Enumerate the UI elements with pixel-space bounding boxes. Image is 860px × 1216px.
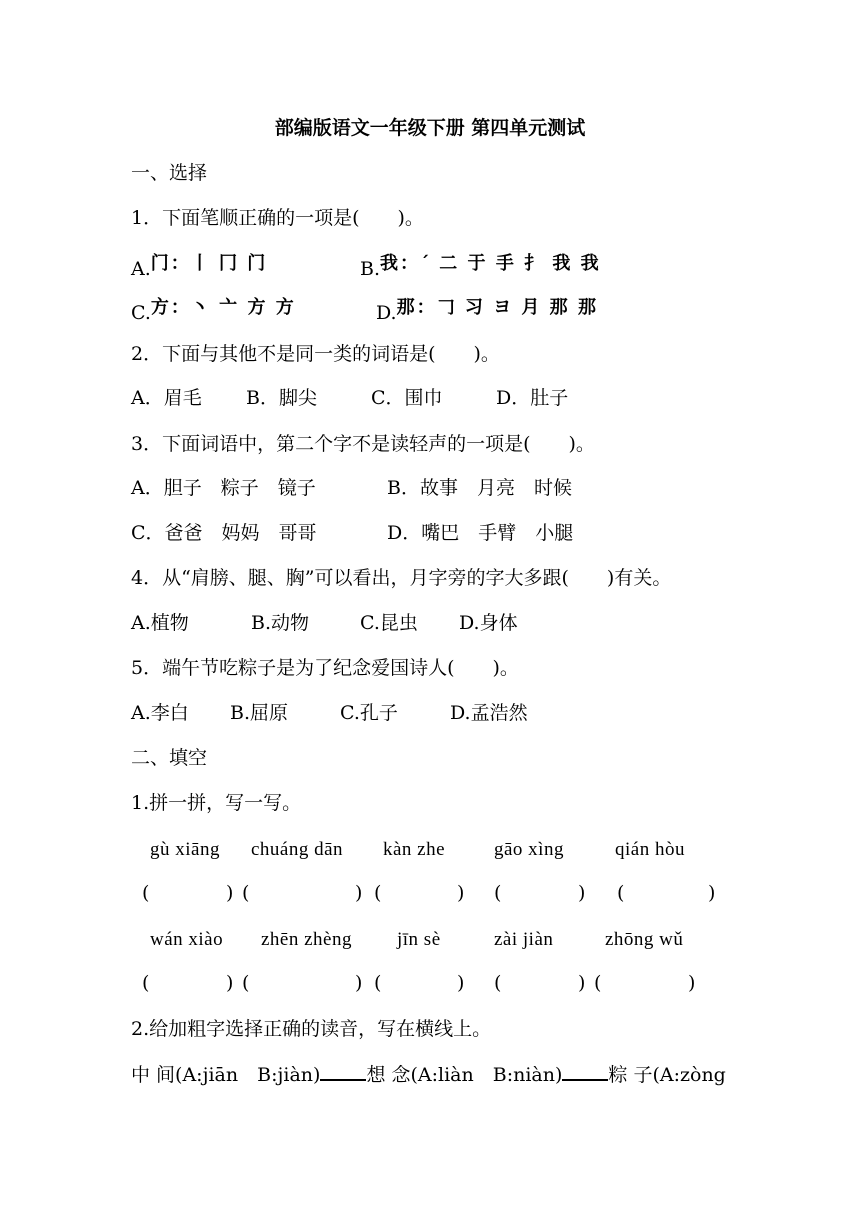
pinyin-wan-xiao: wán xiào [150,929,224,950]
q2-option-d: D．肚子 [496,387,569,409]
q4-option-c: C.昆虫 [360,612,418,634]
q2-option-a: A．眉毛 [131,387,202,409]
answer-paren-close: ) [708,882,716,904]
q5-option-b: B.屈原 [230,702,289,724]
q1-option-a [131,252,268,280]
answer-paren-close: ) [578,882,586,904]
answer-paren-close: ) [226,882,234,904]
pinyin-kan-zhe: kàn zhe [383,839,446,860]
answer-blank[interactable] [562,1063,608,1081]
q1-option-d-label: D. [376,302,397,324]
pinyin-qian-hou: qián hòu [615,839,685,860]
q1-option-a-label: A. [131,258,151,280]
fill-1-stem: 1.拼一拼，写一写。 [131,792,302,814]
q5-option-a: A.李白 [131,702,189,724]
reading-word: 想 念 [366,1064,411,1086]
q5-option-c: C.孔子 [340,702,398,724]
pinyin-zai-jian: zài jiàn [494,929,554,950]
answer-paren-open: ( [374,972,382,994]
q3-option-a: A．胆子 粽子 镜子 [131,477,316,499]
q1-option-b [360,252,601,280]
section-heading-choice: 一、选择 [131,162,208,184]
reading-choice-line [131,1063,726,1086]
answer-paren-close: ) [688,972,696,994]
q1-option-c-label: C. [131,302,151,324]
q3-option-d: D．嘴巴 手臂 小腿 [387,522,574,544]
q5-option-d: D.孟浩然 [450,702,528,724]
answer-paren-open: ( [242,972,250,994]
pinyin-zhen-zheng: zhēn zhèng [261,929,352,950]
reading-word: 中 间 [131,1064,176,1086]
answer-paren-open: ( [242,882,250,904]
reading-options: (A:jiān B:jiàn) [175,1064,321,1086]
q1-option-d-strokes: 那：𠃌 习 ヨ 月 那 那 [396,297,598,318]
answer-paren-open: ( [594,972,602,994]
reading-options: (A:zòng [652,1064,726,1086]
section-heading-fill: 二、填空 [131,747,208,769]
question-3-stem: 3．下面词语中，第二个字不是读轻声的一项是( )。 [131,433,595,455]
q1-option-d [376,296,598,324]
pinyin-gao-xing: gāo xìng [494,839,564,860]
pinyin-jin-se: jīn sè [397,929,441,950]
answer-paren-close: ) [355,882,363,904]
pinyin-zhong-wu: zhōng wǔ [605,929,684,950]
answer-paren-open: ( [142,882,150,904]
answer-paren-open: ( [142,972,150,994]
q1-option-b-strokes: 我：ˊ 二 于 手 扌 我 我 [380,253,601,274]
answer-paren-close: ) [355,972,363,994]
q2-option-b: B．脚尖 [246,387,317,409]
q1-option-c-strokes: 方：丶 亠 方 方 [150,297,296,318]
q4-option-b: B.动物 [251,612,310,634]
reading-options: (A:liàn B:niàn) [410,1064,563,1086]
question-1-stem: 1．下面笔顺正确的一项是( )。 [131,207,424,229]
answer-paren-close: ) [226,972,234,994]
q4-option-d: D.身体 [459,612,518,634]
question-4-stem: 4．从“肩膀、腿、胸”可以看出，月字旁的字大多跟( )有关。 [131,567,672,589]
reading-word: 粽 子 [608,1064,653,1086]
answer-paren-close: ) [457,972,465,994]
answer-paren-open: ( [494,972,502,994]
q3-option-b: B．故事 月亮 时候 [387,477,572,499]
q1-option-a-strokes: 门：丨 冂 门 [150,253,268,274]
question-5-stem: 5．端午节吃粽子是为了纪念爱国诗人( )。 [131,657,519,679]
answer-paren-close: ) [578,972,586,994]
fill-2-stem: 2.给加粗字选择正确的读音，写在横线上。 [131,1018,492,1040]
page-title: 部编版语文一年级下册 第四单元测试 [274,117,586,139]
answer-paren-open: ( [374,882,382,904]
pinyin-gu-xiang: gù xiāng [150,839,220,860]
q4-option-a: A.植物 [131,612,189,634]
q1-option-b-label: B. [360,258,381,280]
answer-blank[interactable] [320,1063,366,1081]
q3-option-c: C．爸爸 妈妈 哥哥 [131,522,317,544]
answer-paren-close: ) [457,882,465,904]
answer-paren-open: ( [494,882,502,904]
pinyin-chuang-dan: chuáng dān [251,839,344,860]
q2-option-c: C．围巾 [371,387,443,409]
answer-paren-open: ( [617,882,625,904]
question-2-stem: 2．下面与其他不是同一类的词语是( )。 [131,343,500,365]
q1-option-c [131,296,296,324]
